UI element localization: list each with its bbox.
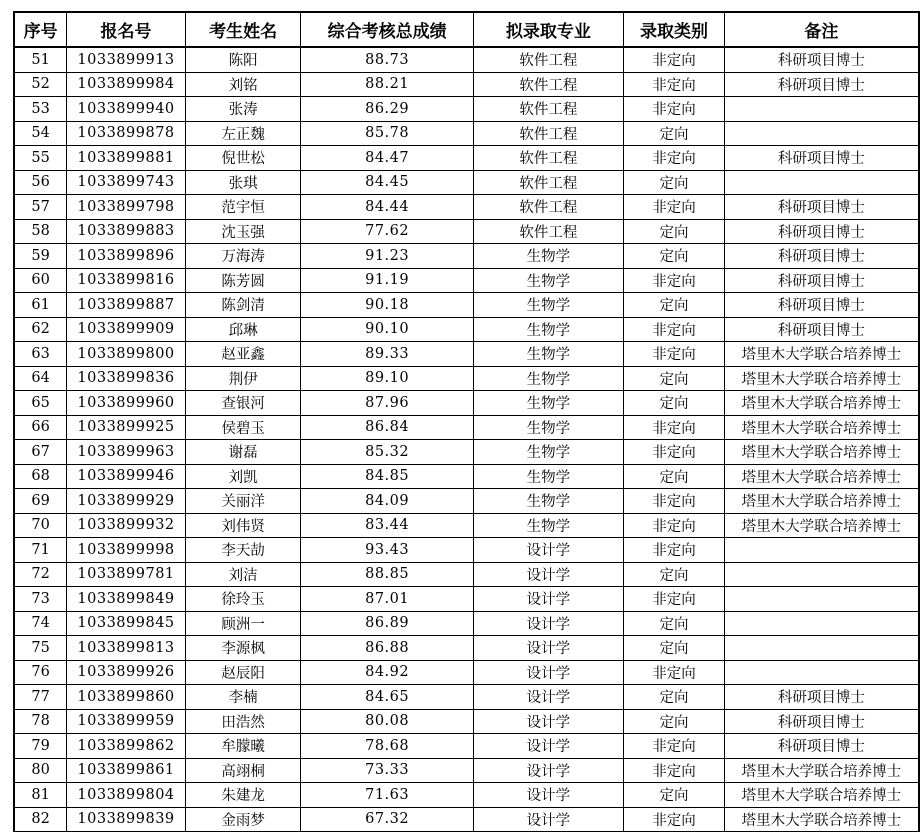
cell-score: 89.10 (301, 366, 473, 391)
cell-reg-no: 1033899860 (67, 685, 186, 710)
table-row (14, 562, 919, 587)
cell-remark: 塔里木大学联合培养博士 (724, 464, 919, 489)
table-row (14, 219, 919, 244)
cell-major: 软件工程 (473, 170, 623, 195)
cell-category: 非定向 (624, 146, 725, 171)
cell-major: 设计学 (473, 611, 623, 636)
cell-major: 软件工程 (473, 146, 623, 171)
cell-reg-no: 1033899878 (67, 121, 186, 146)
table-row (14, 47, 919, 72)
cell-seq: 56 (14, 170, 67, 195)
cell-remark (724, 562, 919, 587)
cell-score: 90.18 (301, 293, 473, 318)
cell-remark (724, 538, 919, 563)
cell-score: 88.85 (301, 562, 473, 587)
cell-major: 生物学 (473, 317, 623, 342)
cell-name: 田浩然 (185, 709, 301, 734)
cell-reg-no: 1033899998 (67, 538, 186, 563)
cell-category: 定向 (624, 244, 725, 269)
cell-name: 关丽洋 (185, 489, 301, 514)
cell-seq: 64 (14, 366, 67, 391)
cell-name: 荆伊 (185, 366, 301, 391)
cell-reg-no: 1033899816 (67, 268, 186, 293)
cell-seq: 82 (14, 807, 67, 832)
table-row (14, 758, 919, 783)
cell-name: 刘洁 (185, 562, 301, 587)
table-row (14, 709, 919, 734)
cell-seq: 81 (14, 783, 67, 808)
cell-name: 刘伟贤 (185, 513, 301, 538)
header-remark: 备注 (724, 12, 919, 47)
table-row (14, 685, 919, 710)
cell-major: 设计学 (473, 538, 623, 563)
cell-score: 85.32 (301, 440, 473, 465)
cell-seq: 59 (14, 244, 67, 269)
header-score: 综合考核总成绩 (301, 12, 473, 47)
cell-category: 定向 (624, 783, 725, 808)
cell-score: 78.68 (301, 734, 473, 759)
cell-category: 定向 (624, 685, 725, 710)
cell-category: 定向 (624, 562, 725, 587)
table-row (14, 391, 919, 416)
table-row (14, 268, 919, 293)
cell-major: 软件工程 (473, 219, 623, 244)
cell-remark: 塔里木大学联合培养博士 (724, 783, 919, 808)
cell-category: 非定向 (624, 342, 725, 367)
cell-remark: 科研项目博士 (724, 709, 919, 734)
cell-seq: 78 (14, 709, 67, 734)
cell-seq: 65 (14, 391, 67, 416)
cell-reg-no: 1033899883 (67, 219, 186, 244)
cell-reg-no: 1033899984 (67, 72, 186, 97)
cell-seq: 62 (14, 317, 67, 342)
table-row (14, 464, 919, 489)
cell-name: 张琪 (185, 170, 301, 195)
cell-score: 91.19 (301, 268, 473, 293)
table-row (14, 513, 919, 538)
cell-seq: 68 (14, 464, 67, 489)
cell-category: 定向 (624, 464, 725, 489)
cell-major: 生物学 (473, 464, 623, 489)
table-row (14, 660, 919, 685)
cell-remark: 科研项目博士 (724, 317, 919, 342)
cell-name: 邱琳 (185, 317, 301, 342)
cell-name: 金雨梦 (185, 807, 301, 832)
cell-major: 设计学 (473, 562, 623, 587)
cell-name: 朱建龙 (185, 783, 301, 808)
cell-name: 查银河 (185, 391, 301, 416)
header-row (14, 12, 919, 47)
cell-reg-no: 1033899926 (67, 660, 186, 685)
header-reg-no: 报名号 (67, 12, 186, 47)
cell-name: 刘凯 (185, 464, 301, 489)
cell-score: 86.88 (301, 636, 473, 661)
cell-seq: 73 (14, 587, 67, 612)
cell-name: 谢磊 (185, 440, 301, 465)
admission-list (13, 11, 920, 832)
cell-seq: 55 (14, 146, 67, 171)
cell-seq: 61 (14, 293, 67, 318)
cell-reg-no: 1033899925 (67, 415, 186, 440)
cell-score: 71.63 (301, 783, 473, 808)
cell-category: 定向 (624, 219, 725, 244)
header-seq: 序号 (14, 12, 67, 47)
cell-major: 设计学 (473, 807, 623, 832)
admission-table (13, 11, 920, 832)
cell-category: 非定向 (624, 97, 725, 122)
table-row (14, 293, 919, 318)
cell-category: 非定向 (624, 587, 725, 612)
cell-remark: 科研项目博士 (724, 293, 919, 318)
table-row (14, 146, 919, 171)
cell-score: 88.21 (301, 72, 473, 97)
cell-category: 非定向 (624, 489, 725, 514)
cell-major: 设计学 (473, 636, 623, 661)
cell-category: 非定向 (624, 317, 725, 342)
cell-score: 86.84 (301, 415, 473, 440)
cell-seq: 79 (14, 734, 67, 759)
cell-seq: 52 (14, 72, 67, 97)
header-name: 考生姓名 (185, 12, 301, 47)
header-category: 录取类别 (624, 12, 725, 47)
cell-major: 设计学 (473, 783, 623, 808)
cell-score: 86.89 (301, 611, 473, 636)
cell-major: 设计学 (473, 734, 623, 759)
cell-major: 生物学 (473, 489, 623, 514)
cell-major: 生物学 (473, 366, 623, 391)
table-row (14, 734, 919, 759)
cell-name: 李天劼 (185, 538, 301, 563)
cell-category: 非定向 (624, 440, 725, 465)
cell-score: 84.44 (301, 195, 473, 220)
cell-name: 范宇恒 (185, 195, 301, 220)
table-row (14, 170, 919, 195)
cell-name: 赵亚鑫 (185, 342, 301, 367)
cell-major: 设计学 (473, 685, 623, 710)
cell-seq: 51 (14, 47, 67, 72)
cell-category: 定向 (624, 391, 725, 416)
cell-score: 73.33 (301, 758, 473, 783)
table-row (14, 538, 919, 563)
cell-reg-no: 1033899861 (67, 758, 186, 783)
cell-seq: 69 (14, 489, 67, 514)
cell-name: 沈玉强 (185, 219, 301, 244)
cell-remark (724, 636, 919, 661)
cell-major: 软件工程 (473, 121, 623, 146)
table-row (14, 611, 919, 636)
cell-reg-no: 1033899781 (67, 562, 186, 587)
table-row (14, 244, 919, 269)
cell-category: 非定向 (624, 72, 725, 97)
cell-name: 倪世松 (185, 146, 301, 171)
table-row (14, 415, 919, 440)
cell-remark: 塔里木大学联合培养博士 (724, 342, 919, 367)
cell-name: 陈剑清 (185, 293, 301, 318)
cell-category: 非定向 (624, 195, 725, 220)
cell-major: 生物学 (473, 293, 623, 318)
cell-major: 设计学 (473, 587, 623, 612)
cell-score: 84.45 (301, 170, 473, 195)
cell-score: 84.85 (301, 464, 473, 489)
cell-score: 86.29 (301, 97, 473, 122)
table-row (14, 97, 919, 122)
cell-major: 生物学 (473, 513, 623, 538)
cell-category: 定向 (624, 611, 725, 636)
cell-seq: 53 (14, 97, 67, 122)
table-row (14, 783, 919, 808)
cell-major: 设计学 (473, 709, 623, 734)
cell-score: 85.78 (301, 121, 473, 146)
cell-remark (724, 611, 919, 636)
cell-major: 设计学 (473, 758, 623, 783)
cell-reg-no: 1033899896 (67, 244, 186, 269)
cell-name: 徐玲玉 (185, 587, 301, 612)
cell-reg-no: 1033899909 (67, 317, 186, 342)
cell-remark: 科研项目博士 (724, 219, 919, 244)
cell-category: 定向 (624, 709, 725, 734)
cell-remark: 塔里木大学联合培养博士 (724, 415, 919, 440)
cell-score: 89.33 (301, 342, 473, 367)
cell-reg-no: 1033899743 (67, 170, 186, 195)
cell-major: 软件工程 (473, 72, 623, 97)
table-row (14, 366, 919, 391)
cell-major: 设计学 (473, 660, 623, 685)
table-row (14, 440, 919, 465)
cell-category: 定向 (624, 170, 725, 195)
cell-remark: 科研项目博士 (724, 47, 919, 72)
cell-seq: 76 (14, 660, 67, 685)
cell-seq: 71 (14, 538, 67, 563)
cell-score: 87.01 (301, 587, 473, 612)
cell-remark: 科研项目博士 (724, 268, 919, 293)
cell-name: 左正魏 (185, 121, 301, 146)
cell-major: 生物学 (473, 415, 623, 440)
cell-remark: 塔里木大学联合培养博士 (724, 440, 919, 465)
cell-major: 生物学 (473, 391, 623, 416)
cell-remark (724, 121, 919, 146)
table-row (14, 317, 919, 342)
cell-name: 侯碧玉 (185, 415, 301, 440)
cell-remark: 科研项目博士 (724, 72, 919, 97)
cell-score: 93.43 (301, 538, 473, 563)
cell-remark: 塔里木大学联合培养博士 (724, 391, 919, 416)
cell-score: 80.08 (301, 709, 473, 734)
cell-category: 非定向 (624, 734, 725, 759)
cell-seq: 72 (14, 562, 67, 587)
cell-name: 张涛 (185, 97, 301, 122)
table-row (14, 489, 919, 514)
cell-seq: 58 (14, 219, 67, 244)
table-row (14, 195, 919, 220)
cell-score: 84.92 (301, 660, 473, 685)
cell-reg-no: 1033899800 (67, 342, 186, 367)
cell-remark: 科研项目博士 (724, 244, 919, 269)
cell-score: 84.65 (301, 685, 473, 710)
cell-score: 77.62 (301, 219, 473, 244)
cell-name: 刘铭 (185, 72, 301, 97)
cell-score: 91.23 (301, 244, 473, 269)
cell-reg-no: 1033899932 (67, 513, 186, 538)
cell-major: 软件工程 (473, 97, 623, 122)
cell-seq: 63 (14, 342, 67, 367)
cell-remark (724, 587, 919, 612)
cell-major: 软件工程 (473, 47, 623, 72)
cell-category: 非定向 (624, 538, 725, 563)
cell-remark: 科研项目博士 (724, 685, 919, 710)
table-row (14, 342, 919, 367)
cell-seq: 67 (14, 440, 67, 465)
cell-reg-no: 1033899913 (67, 47, 186, 72)
cell-seq: 74 (14, 611, 67, 636)
cell-seq: 66 (14, 415, 67, 440)
cell-remark: 科研项目博士 (724, 734, 919, 759)
cell-seq: 60 (14, 268, 67, 293)
cell-major: 生物学 (473, 342, 623, 367)
cell-seq: 57 (14, 195, 67, 220)
cell-remark (724, 170, 919, 195)
cell-seq: 54 (14, 121, 67, 146)
table-row (14, 587, 919, 612)
cell-seq: 77 (14, 685, 67, 710)
cell-reg-no: 1033899960 (67, 391, 186, 416)
table-row (14, 121, 919, 146)
cell-major: 生物学 (473, 244, 623, 269)
cell-reg-no: 1033899845 (67, 611, 186, 636)
cell-category: 非定向 (624, 807, 725, 832)
cell-seq: 80 (14, 758, 67, 783)
cell-score: 83.44 (301, 513, 473, 538)
cell-reg-no: 1033899881 (67, 146, 186, 171)
cell-score: 67.32 (301, 807, 473, 832)
cell-name: 陈芳圆 (185, 268, 301, 293)
cell-reg-no: 1033899798 (67, 195, 186, 220)
cell-category: 非定向 (624, 268, 725, 293)
table-row (14, 807, 919, 832)
cell-score: 90.10 (301, 317, 473, 342)
cell-remark: 塔里木大学联合培养博士 (724, 807, 919, 832)
cell-major: 软件工程 (473, 195, 623, 220)
cell-category: 非定向 (624, 47, 725, 72)
cell-reg-no: 1033899804 (67, 783, 186, 808)
cell-remark (724, 97, 919, 122)
cell-seq: 70 (14, 513, 67, 538)
cell-remark: 塔里木大学联合培养博士 (724, 366, 919, 391)
cell-name: 李源枫 (185, 636, 301, 661)
cell-name: 赵辰阳 (185, 660, 301, 685)
cell-remark: 塔里木大学联合培养博士 (724, 758, 919, 783)
cell-reg-no: 1033899862 (67, 734, 186, 759)
cell-score: 84.09 (301, 489, 473, 514)
cell-category: 定向 (624, 366, 725, 391)
cell-name: 高翊桐 (185, 758, 301, 783)
cell-category: 定向 (624, 636, 725, 661)
cell-reg-no: 1033899839 (67, 807, 186, 832)
cell-remark: 塔里木大学联合培养博士 (724, 489, 919, 514)
cell-remark: 科研项目博士 (724, 146, 919, 171)
cell-name: 顾洲一 (185, 611, 301, 636)
cell-score: 84.47 (301, 146, 473, 171)
cell-reg-no: 1033899887 (67, 293, 186, 318)
table-row (14, 72, 919, 97)
cell-reg-no: 1033899849 (67, 587, 186, 612)
cell-major: 生物学 (473, 268, 623, 293)
cell-score: 87.96 (301, 391, 473, 416)
cell-remark: 塔里木大学联合培养博士 (724, 513, 919, 538)
cell-reg-no: 1033899963 (67, 440, 186, 465)
header-major: 拟录取专业 (473, 12, 623, 47)
cell-remark: 科研项目博士 (724, 195, 919, 220)
cell-seq: 75 (14, 636, 67, 661)
cell-category: 定向 (624, 121, 725, 146)
cell-reg-no: 1033899813 (67, 636, 186, 661)
table-row (14, 636, 919, 661)
cell-category: 非定向 (624, 660, 725, 685)
cell-major: 生物学 (473, 440, 623, 465)
cell-category: 非定向 (624, 758, 725, 783)
cell-reg-no: 1033899929 (67, 489, 186, 514)
cell-reg-no: 1033899959 (67, 709, 186, 734)
cell-reg-no: 1033899836 (67, 366, 186, 391)
cell-reg-no: 1033899940 (67, 97, 186, 122)
cell-name: 万海涛 (185, 244, 301, 269)
cell-category: 非定向 (624, 415, 725, 440)
cell-name: 牟朦曦 (185, 734, 301, 759)
cell-name: 李楠 (185, 685, 301, 710)
table-body (14, 47, 919, 832)
cell-score: 88.73 (301, 47, 473, 72)
cell-name: 陈阳 (185, 47, 301, 72)
cell-remark (724, 660, 919, 685)
cell-category: 定向 (624, 293, 725, 318)
cell-reg-no: 1033899946 (67, 464, 186, 489)
cell-category: 非定向 (624, 513, 725, 538)
